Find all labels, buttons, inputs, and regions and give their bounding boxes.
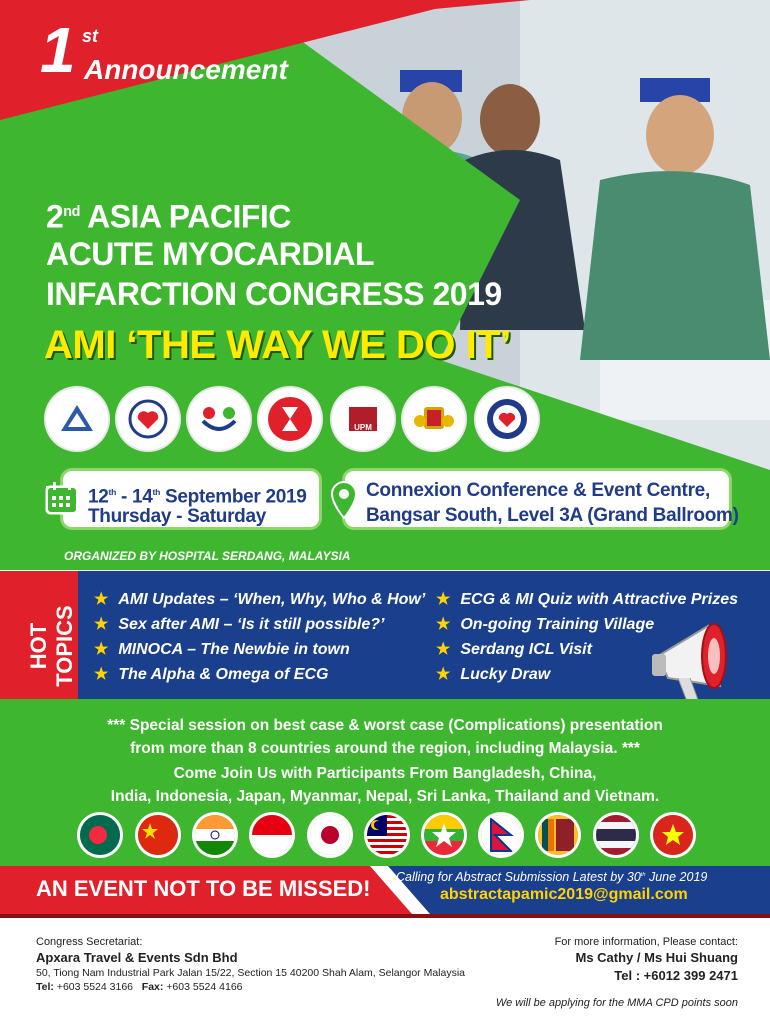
logo-hospital-serdang <box>46 388 108 450</box>
flag-india-icon <box>195 815 235 855</box>
secretariat-label: Congress Secretariat: <box>36 936 143 948</box>
date-start-suffix: th <box>108 487 117 497</box>
star-icon: ★ <box>436 666 451 683</box>
logo-malaysia-crest <box>403 388 465 450</box>
secretariat-address: 50, Tiong Nam Industrial Park Jalan 15/22, Section 15 40200 Shah Alam, Selangor Malaysia <box>36 967 466 979</box>
calendar-icon <box>44 480 80 516</box>
svg-text:UPM: UPM <box>354 423 372 432</box>
flag-japan-icon <box>310 815 350 855</box>
topic-left-4: ★ The Alpha & Omega of ECG <box>94 666 329 683</box>
secretariat-company: Apxara Travel & Events Sdn Bhd <box>36 950 238 965</box>
topic-right-1: ★ ECG & MI Quiz with Attractive Prizes <box>436 591 739 608</box>
topic-left-1: ★ AMI Updates – ‘When, Why, Who & How’ <box>94 591 426 608</box>
topic-right-3: ★ Serdang ICL Visit <box>436 641 592 658</box>
contact-email-link[interactable]: abstractapamic2019@gmail.com <box>440 886 688 903</box>
star-icon: ★ <box>436 641 451 658</box>
topic-left-3: ★ MINOCA – The Newbie in town <box>94 641 350 658</box>
flag-nepal-icon <box>481 815 521 855</box>
topic-right-4: ★ Lucky Draw <box>436 666 551 683</box>
abstract-call: Calling for Abstract Submission Latest by 30th June 2019 <box>396 870 708 884</box>
ordinal-number: 2 <box>46 198 64 235</box>
star-icon: ★ <box>94 666 109 683</box>
contact-phone: Tel : +6012 399 2471 <box>614 968 738 983</box>
logo-kardiologi <box>117 388 179 450</box>
contact-label: For more information, Please contact: <box>554 936 738 948</box>
star-icon: ★ <box>94 616 109 633</box>
flag-malaysia-icon <box>367 815 407 855</box>
congress-tagline: AMI ‘THE WAY WE DO IT’ <box>44 323 511 367</box>
event-days: Thursday - Saturday <box>88 506 267 527</box>
special-line4: India, Indonesia, Japan, Myanmar, Nepal, Sri Lanka, Thailand and Vietnam. <box>110 788 660 805</box>
title-text-1: ASIA PACIFIC <box>87 198 291 235</box>
location-pin-icon <box>328 480 360 520</box>
date-month-year: September 2019 <box>160 486 307 508</box>
date-start: 12 <box>88 486 109 508</box>
special-line2: from more than 8 countries around the region, including Malaysia. *** <box>130 740 640 757</box>
flag-vietnam-icon <box>653 815 693 855</box>
secretariat-phone: Tel: +603 5524 3166 Fax: +603 5524 4166 <box>36 981 243 993</box>
special-line1: *** Special session on best case & worst case (Complications) presentation <box>107 717 663 734</box>
special-line3: Come Join Us with Participants From Bangladesh, China, <box>173 765 597 782</box>
venue-line2: Bangsar South, Level 3A (Grand Ballroom) <box>366 505 739 526</box>
congress-title-line3: INFARCTION CONGRESS 2019 <box>46 276 502 312</box>
flag-indonesia-icon <box>252 815 292 855</box>
flag-myanmar-icon <box>424 815 464 855</box>
star-icon: ★ <box>94 591 109 608</box>
logo-msm-heart <box>476 388 538 450</box>
cpd-note: We will be applying for the MMA CPD points soon <box>495 997 738 1009</box>
announcement-label: Announcement <box>84 54 288 85</box>
congress-title-line1 <box>46 194 291 235</box>
flag-thailand-icon <box>596 815 636 855</box>
congress-title-line2: ACUTE MYOCARDIAL <box>46 236 374 272</box>
flag-china-icon <box>138 815 178 855</box>
flag-srilanka-icon <box>538 815 578 855</box>
logo-heart-foundation <box>188 388 250 450</box>
topic-right-2: ★ On-going Training Village <box>436 616 655 633</box>
star-icon: ★ <box>94 641 109 658</box>
megaphone-icon <box>648 616 748 712</box>
ordinal-suffix: nd <box>63 204 80 220</box>
event-not-missed: AN EVENT NOT TO BE MISSED! <box>36 876 371 901</box>
venue-line1: Connexion Conference & Event Centre, <box>366 480 710 501</box>
announcement-number: 1 <box>40 14 76 86</box>
announcement-suffix: st <box>82 26 99 46</box>
hot-topics-label: HOT TOPICS <box>26 605 77 687</box>
organizer-text: ORGANIZED BY HOSPITAL SERDANG, MALAYSIA <box>64 549 351 563</box>
topic-left-2: ★ Sex after AMI – ‘Is it still possible?’ <box>94 616 385 633</box>
flag-bangladesh-icon <box>80 815 120 855</box>
date-separator: - 14 <box>116 486 153 508</box>
logo-hourglass <box>259 388 321 450</box>
star-icon: ★ <box>436 616 451 633</box>
date-end-suffix: th <box>152 487 161 497</box>
star-icon: ★ <box>436 591 451 608</box>
logo-upm <box>332 388 394 450</box>
contact-names: Ms Cathy / Ms Hui Shuang <box>575 950 738 965</box>
